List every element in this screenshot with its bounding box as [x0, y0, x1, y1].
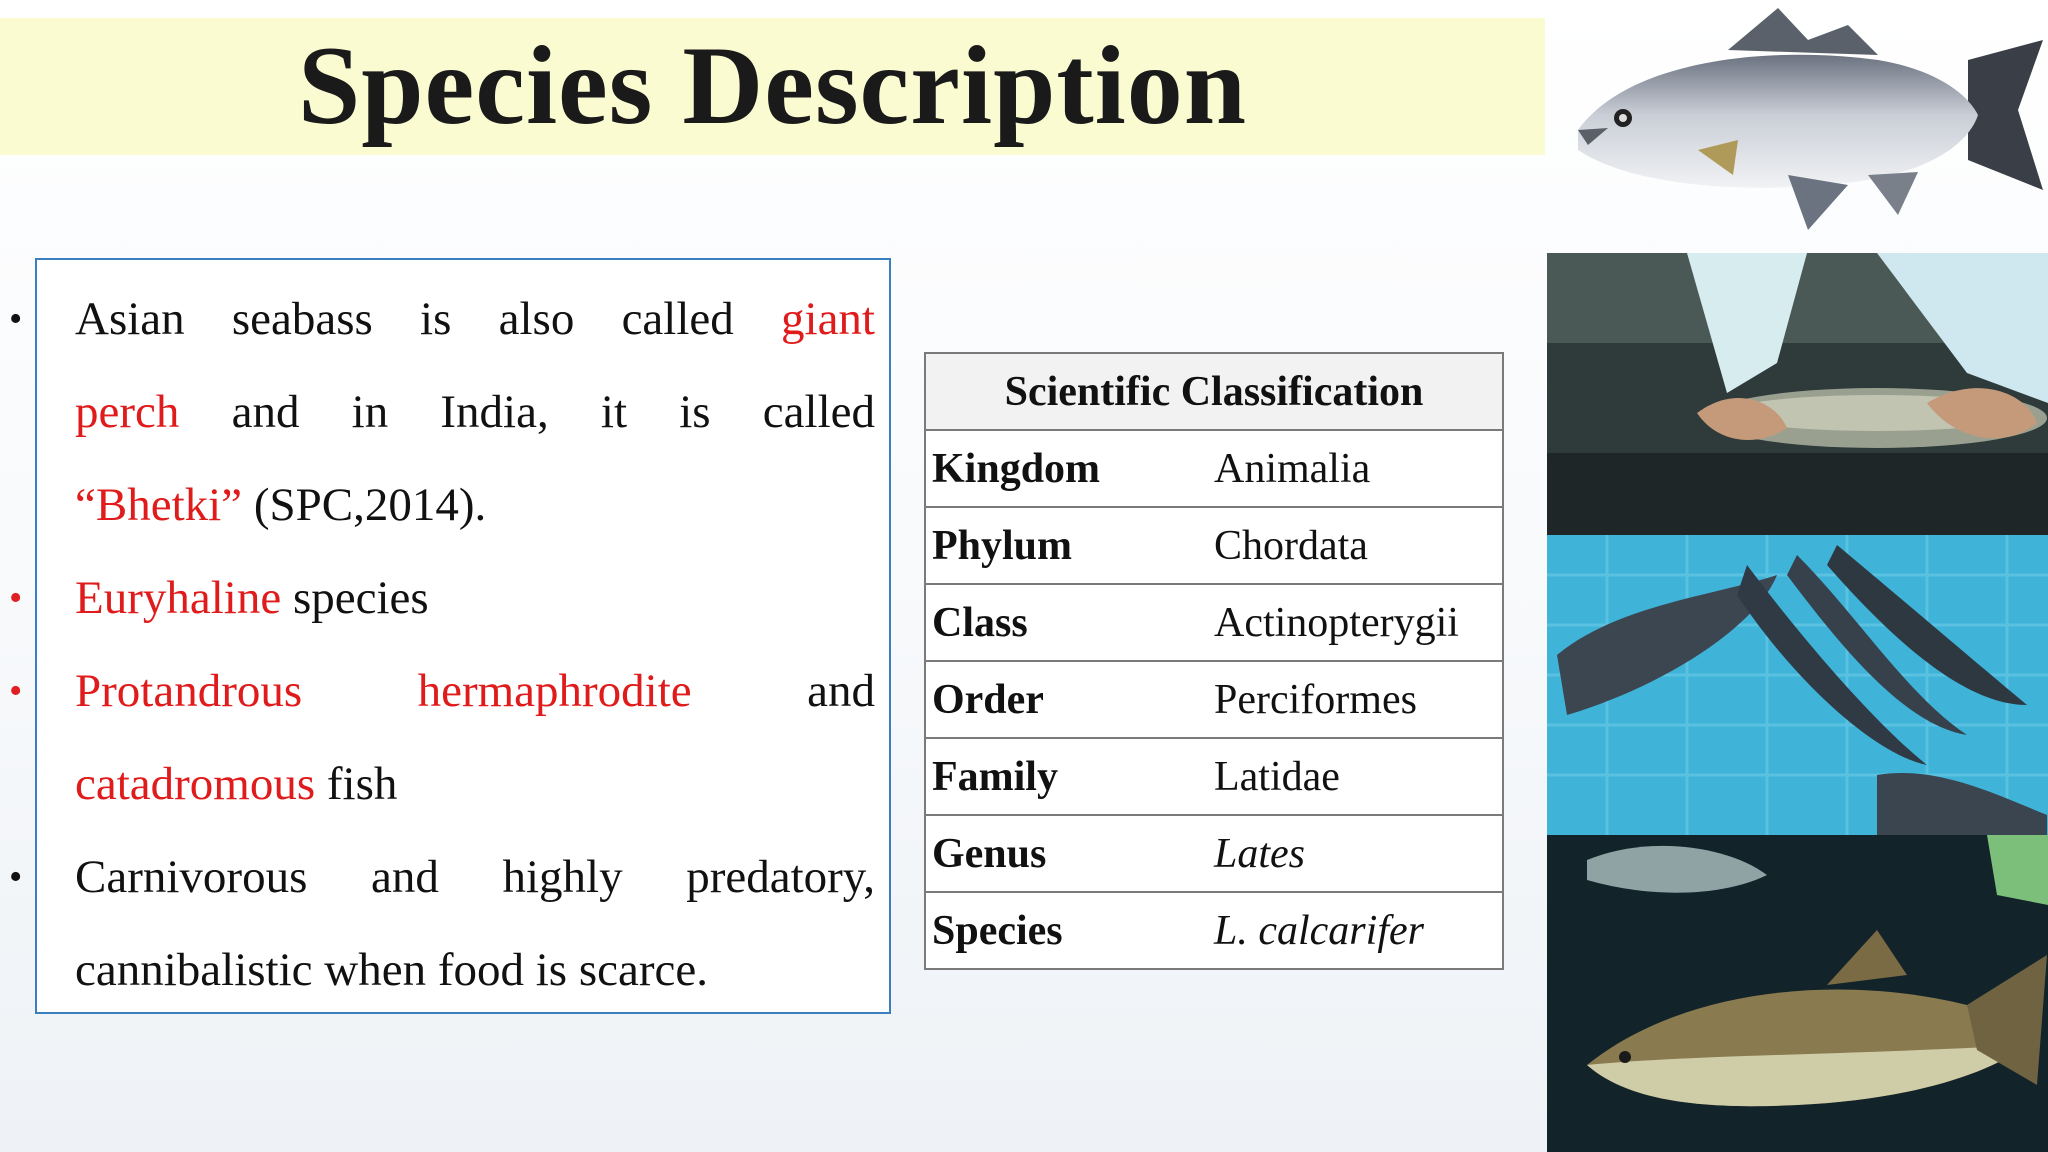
table-row [925, 892, 1503, 969]
bullet-item-1 [9, 273, 875, 552]
value-cell: L. calcarifer [1208, 892, 1503, 969]
rank-cell: Order [925, 661, 1208, 738]
value-cell: Chordata [1208, 507, 1503, 584]
bullet-line [75, 738, 875, 831]
rank-cell: Phylum [925, 507, 1208, 584]
bullet-line [75, 273, 875, 366]
text-run: and [691, 665, 875, 717]
text-run: species [281, 572, 429, 624]
table-row [925, 584, 1503, 661]
text-run: perch [75, 386, 180, 438]
text-run: “Bhetki” [75, 479, 243, 531]
table-header: Scientific Classification [925, 353, 1503, 430]
text-run: catadromous [75, 758, 316, 810]
photo-hands-holding-fish [1547, 253, 2048, 535]
text-run: Protandrous hermaphrodite [75, 665, 692, 717]
bullet-line [75, 552, 875, 645]
bullet-line [75, 459, 875, 552]
bullet-line [75, 366, 875, 459]
table-header-row [925, 353, 1503, 430]
bullet-line [75, 924, 875, 1017]
table-row [925, 661, 1503, 738]
text-run: cannibalistic when food is scarce. [75, 944, 708, 996]
seabass-illustration [1548, 0, 2048, 250]
rank-cell: Species [925, 892, 1208, 969]
bullet-dot: • [9, 856, 23, 898]
bullet-dot: • [9, 298, 23, 340]
bullet-item-2 [9, 552, 875, 645]
rank-cell: Class [925, 584, 1208, 661]
text-run: fish [315, 758, 398, 810]
table-row [925, 815, 1503, 892]
photo-fish-in-blue-basket [1547, 535, 2048, 835]
table-row [925, 507, 1503, 584]
photo-fish-underwater [1547, 835, 2048, 1152]
value-cell: Animalia [1208, 430, 1503, 507]
value-cell: Latidae [1208, 738, 1503, 815]
bullet-item-4 [9, 831, 875, 1017]
text-run: Euryhaline [75, 572, 282, 624]
text-run: and in India, it is called [179, 386, 875, 438]
page-title: Species Description [297, 24, 1248, 148]
bullet-dot: • [9, 577, 23, 619]
classification-table [924, 352, 1504, 970]
text-run: Asian seabass is also called [75, 293, 782, 345]
text-run: giant [781, 293, 875, 345]
table-row [925, 738, 1503, 815]
bullet-line [75, 831, 875, 924]
value-cell: Actinopterygii [1208, 584, 1503, 661]
bullet-item-3 [9, 645, 875, 831]
rank-cell: Kingdom [925, 430, 1208, 507]
rank-cell: Family [925, 738, 1208, 815]
table-row [925, 430, 1503, 507]
text-run: (SPC,2014). [242, 479, 487, 531]
text-run: Carnivorous and highly predatory, [75, 851, 875, 903]
rank-cell: Genus [925, 815, 1208, 892]
bullet-dot: • [9, 670, 23, 712]
value-cell: Perciformes [1208, 661, 1503, 738]
bullet-line [75, 645, 875, 738]
value-cell: Lates [1208, 815, 1503, 892]
